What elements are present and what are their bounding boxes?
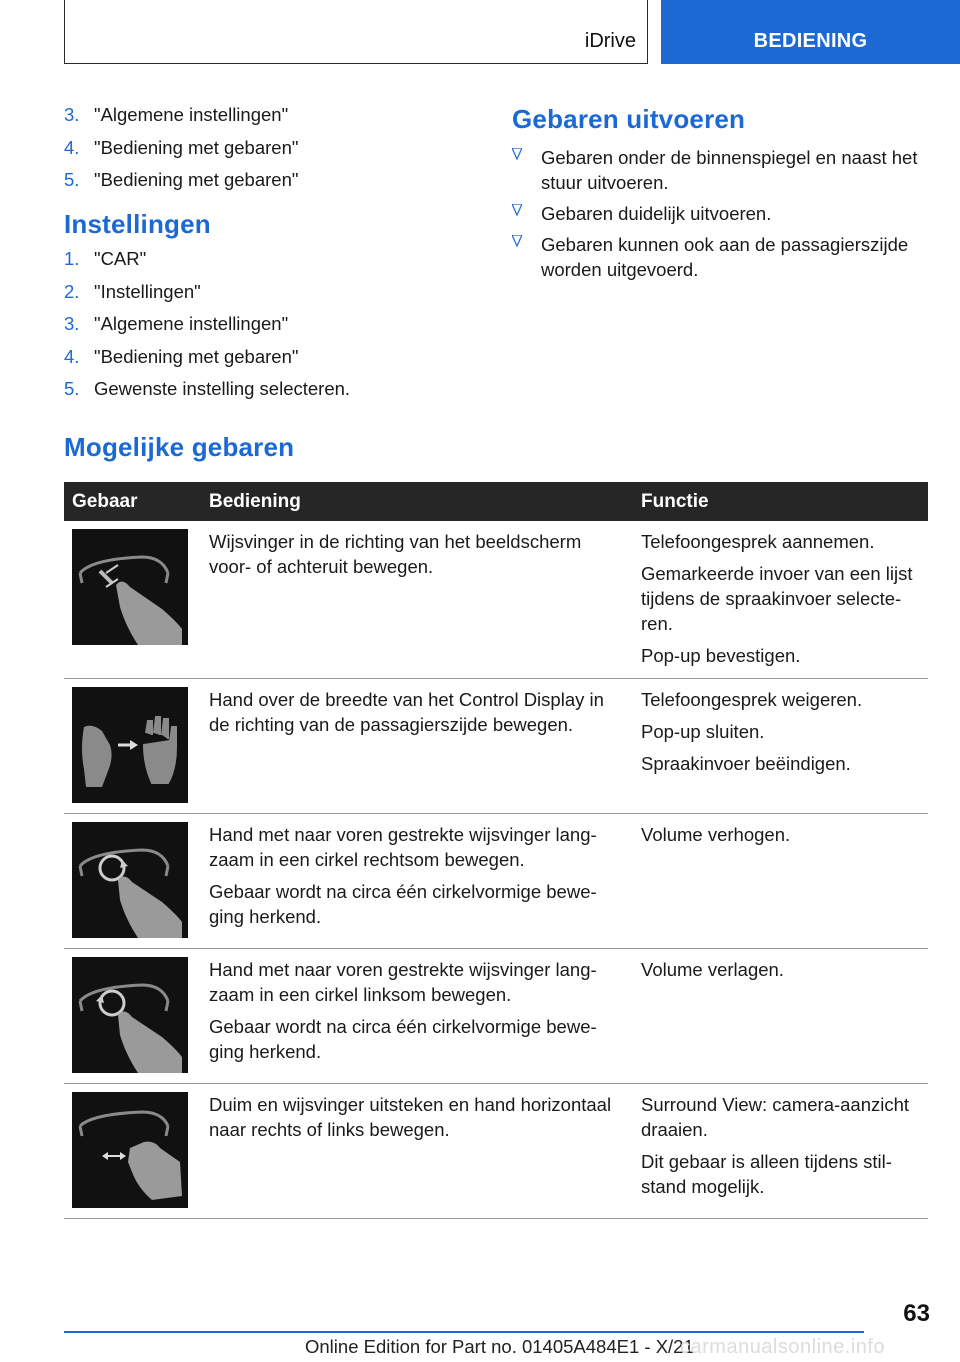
table-header-bediening: Bediening (201, 482, 633, 521)
row-function-text: Telefoongesprek weigeren. (641, 689, 863, 710)
row-operation-text: Hand met naar voren gestrekte wijsvinger lang-zaam in een cirkel linksom bewegen. (209, 959, 597, 1005)
watermark-text: carmanualsonline.info (680, 1336, 886, 1358)
row-operation-text: Gebaar wordt na circa één cirkelvormige bewe-ging herkend. (209, 881, 597, 927)
row-operation-text: Wijsvinger in de richting van het beeldscherm voor- of achteruit bewegen. (209, 531, 582, 577)
table-row (64, 814, 928, 949)
bullet-triangle-icon (512, 204, 522, 216)
footer-edition-text: Online Edition for Part no. 01405A484E1 - X/21 (305, 1336, 694, 1357)
table-row (64, 679, 928, 814)
gesture-circle-counterclockwise-icon (72, 957, 188, 1073)
table-row (64, 521, 928, 679)
row-function-text: Telefoongesprek aannemen. (641, 531, 875, 552)
gesture-point-forward-back-icon (72, 529, 188, 645)
row-function-text: Pop-up sluiten. (641, 721, 765, 742)
table-row (64, 949, 928, 1084)
gestures-table (64, 482, 928, 1219)
page-number: 63 (903, 1300, 930, 1327)
bullet-triangle-icon (512, 148, 522, 160)
list-item: 5. Gewenste instelling selecteren. (64, 378, 351, 399)
list-item: 3. "Algemene instellingen" (64, 104, 289, 125)
header-section-title: iDrive (584, 30, 636, 52)
list-item: Gebaren onder de binnenspiegel en naast het stuur uitvoeren. (512, 145, 932, 195)
header-frame (64, 0, 648, 64)
table-header-gebaar: Gebaar (64, 482, 201, 521)
row-function-text: Surround View: camera-aanzicht draaien. (641, 1094, 910, 1140)
row-function-text: Volume verlagen. (641, 959, 784, 980)
gesture-hand-swipe-icon (72, 687, 188, 803)
section-heading-instellingen: Instellingen (64, 209, 211, 239)
footer-divider (64, 1331, 864, 1333)
gesture-circle-clockwise-icon (72, 822, 188, 938)
list-item: 4. "Bediening met gebaren" (64, 136, 299, 158)
list-item: 5. "Bediening met gebaren" (64, 169, 299, 190)
row-operation-text: Gebaar wordt na circa één cirkelvormige bewe-ging herkend. (209, 1016, 597, 1062)
row-operation-text: Duim en wijsvinger uitsteken en hand horizontaal naar rechts of links bewegen. (209, 1094, 612, 1140)
table-row (64, 1084, 928, 1219)
table-header-row (64, 482, 928, 521)
row-function-text: Pop-up bevestigen. (641, 645, 801, 666)
section-heading-gebaren-uitvoeren: Gebaren uitvoeren (512, 104, 746, 134)
list-item: 3. "Algemene instellingen" (64, 313, 289, 334)
table-header-functie: Functie (633, 482, 928, 521)
list-item: 4. "Bediening met gebaren" (64, 345, 299, 367)
instellingen-steps-list (64, 248, 464, 400)
list-item: Gebaren kunnen ook aan de passagierszijde worden uitgevoerd. (512, 232, 932, 282)
row-function-text: Volume verhogen. (641, 824, 791, 845)
header-chapter-tab[interactable]: BEDIENING (661, 0, 960, 64)
gesture-thumb-index-swipe-icon (72, 1092, 188, 1208)
row-operation-text: Hand over de breedte van het Control Display in de richting van de passagierszijde bewegen. (209, 689, 604, 735)
row-function-text: Gemarkeerde invoer van een lijst tijdens de spraakinvoer selecte-ren. (641, 563, 913, 634)
list-item: 2. "Instellingen" (64, 280, 201, 302)
section-heading-mogelijke-gebaren: Mogelijke gebaren (64, 432, 295, 462)
list-item: Gebaren duidelijk uitvoeren. (512, 201, 932, 226)
bullet-triangle-icon (512, 235, 522, 247)
row-operation-text: Hand met naar voren gestrekte wijsvinger lang-zaam in een cirkel rechtsom bewegen. (209, 824, 597, 870)
continued-steps-list (64, 104, 464, 191)
right-column (512, 104, 932, 288)
uitvoeren-bullet-list (512, 145, 932, 282)
row-function-text: Dit gebaar is alleen tijdens stil-stand mogelijk. (641, 1151, 892, 1197)
list-item: 1. "CAR" (64, 248, 147, 269)
row-function-text: Spraakinvoer beëindigen. (641, 753, 851, 774)
left-column (64, 104, 464, 411)
